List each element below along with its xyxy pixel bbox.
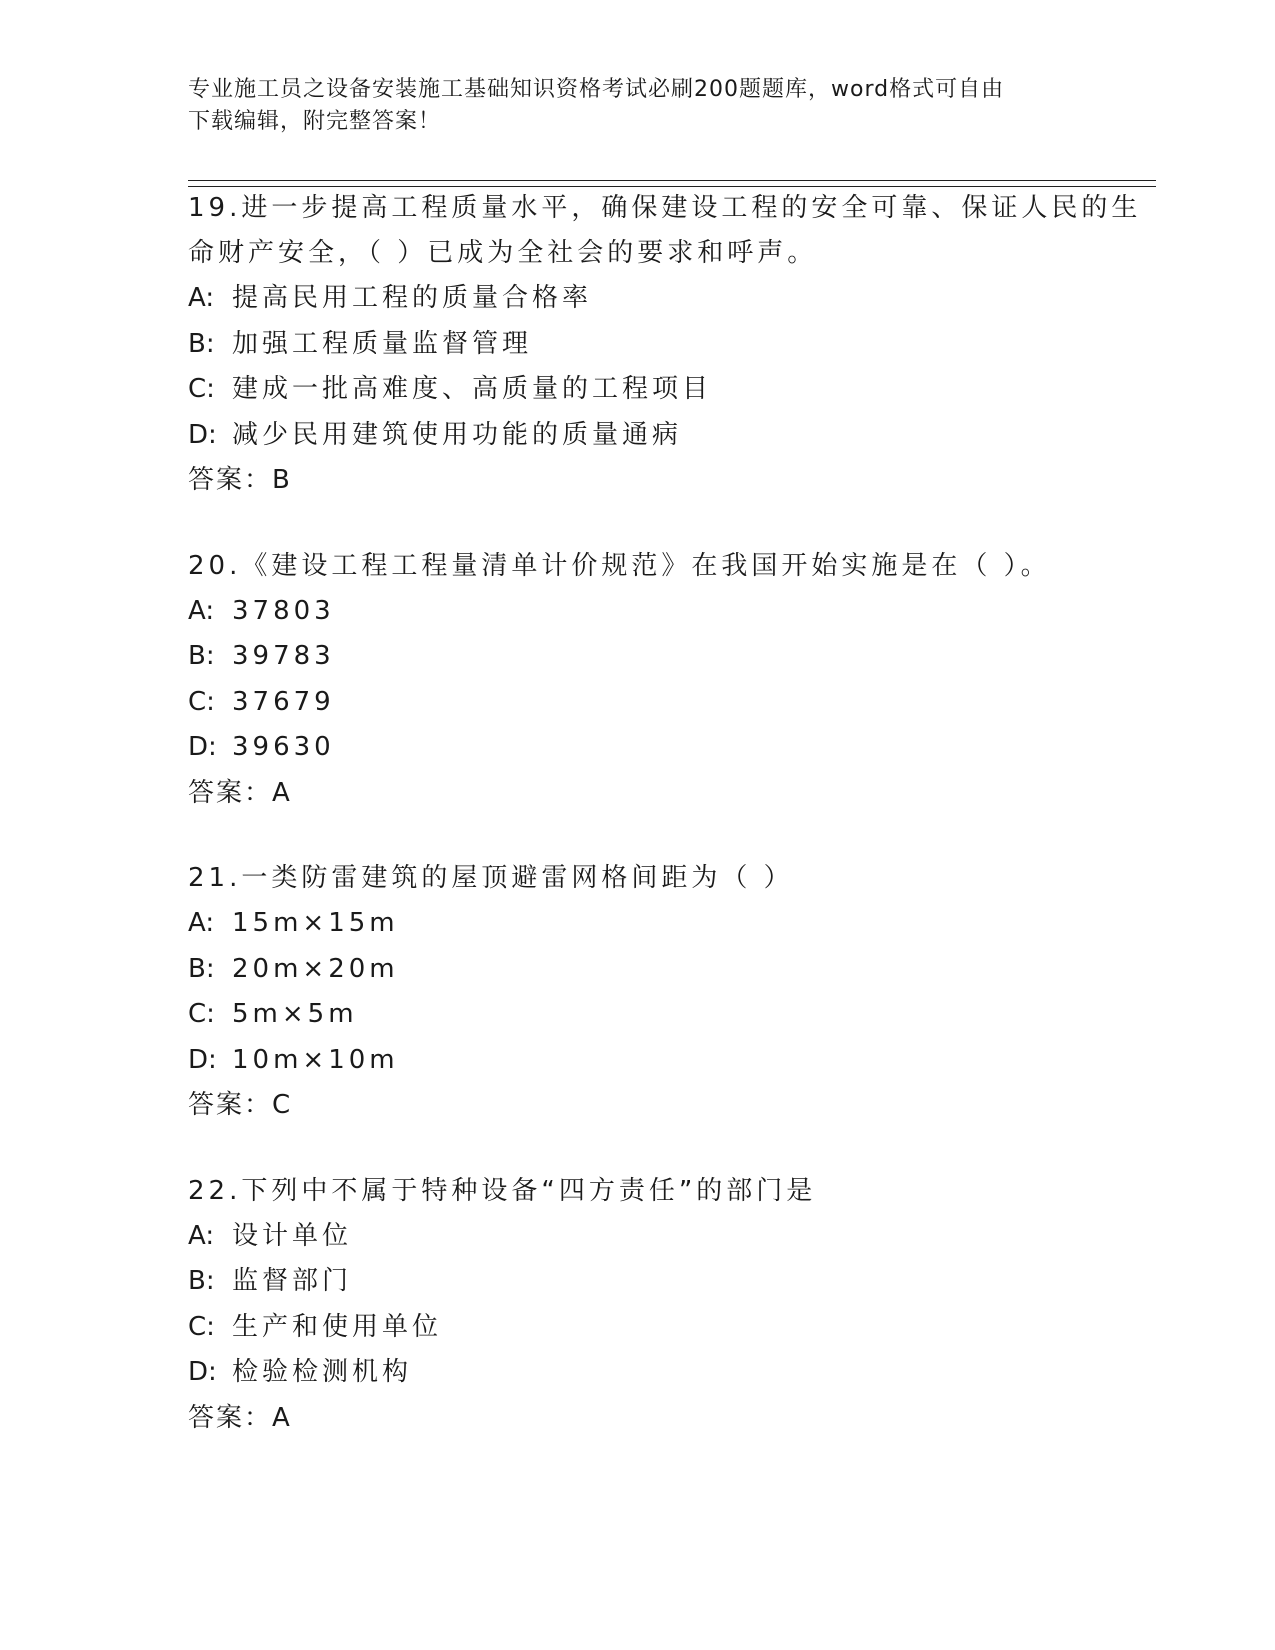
- question-list: [188, 186, 1158, 1481]
- answer-value: C: [272, 1090, 292, 1120]
- option-label: C:: [188, 1311, 215, 1342]
- option-label: A:: [188, 1220, 215, 1251]
- answer-label: 答案：: [188, 1402, 273, 1433]
- option-label: A:: [188, 908, 215, 938]
- answer-line: [188, 771, 1158, 817]
- option-a: [188, 276, 1158, 322]
- option-b: [188, 947, 1158, 993]
- document-header: [188, 74, 1088, 138]
- answer-line: [188, 1396, 1158, 1442]
- option-text: 设计单位: [232, 1220, 353, 1251]
- option-text: 10m×10m: [232, 1044, 399, 1075]
- option-c: [188, 1305, 1158, 1351]
- option-label: B:: [188, 641, 215, 671]
- header-line-1: 专业施工员之设备安装施工基础知识资格考试必刷200题题库，word格式可自由: [188, 77, 1005, 102]
- option-b: [188, 1259, 1158, 1305]
- answer-value: B: [272, 465, 291, 495]
- option-label: D:: [188, 1357, 217, 1387]
- answer-label: 答案：: [188, 1090, 273, 1120]
- answer-value: A: [272, 1402, 291, 1433]
- option-text: 39783: [232, 641, 335, 671]
- option-b: [188, 322, 1158, 368]
- option-text: 建成一批高难度、高质量的工程项目: [232, 374, 713, 404]
- option-label: D:: [188, 1044, 217, 1075]
- answer-label: 答案：: [188, 465, 273, 495]
- option-c: [188, 992, 1158, 1038]
- option-label: B:: [188, 1266, 215, 1296]
- option-text: 检验检测机构: [232, 1357, 413, 1387]
- question-text: 21.一类防雷建筑的屋顶避雷网格间距为（ ）: [188, 863, 794, 893]
- option-label: B:: [188, 953, 215, 984]
- option-label: B:: [188, 328, 215, 359]
- option-d: [188, 1350, 1158, 1396]
- option-a: [188, 901, 1158, 947]
- answer-label: 答案：: [188, 777, 273, 808]
- header-line-2: 下载编辑，附完整答案！: [188, 109, 442, 134]
- option-text: 减少民用建筑使用功能的质量通病: [232, 419, 683, 450]
- option-label: D:: [188, 419, 217, 450]
- option-label: C:: [188, 374, 215, 404]
- option-text: 37679: [232, 686, 335, 717]
- option-label: A:: [188, 595, 215, 626]
- option-b: [188, 634, 1158, 680]
- option-text: 20m×20m: [232, 953, 399, 984]
- option-text: 生产和使用单位: [232, 1311, 443, 1342]
- question-19: [188, 186, 1158, 504]
- question-20: [188, 544, 1158, 817]
- option-text: 监督部门: [232, 1266, 353, 1296]
- option-a: [188, 589, 1158, 635]
- option-label: A:: [188, 283, 215, 313]
- option-text: 提高民用工程的质量合格率: [232, 283, 593, 313]
- question-text: 20.《建设工程工程量清单计价规范》在我国开始实施是在（ ）。: [188, 550, 1051, 581]
- option-d: [188, 1038, 1158, 1084]
- option-text: 37803: [232, 595, 335, 626]
- option-label: C:: [188, 686, 215, 717]
- question-text: 19.进一步提高工程质量水平，确保建设工程的安全可靠、保证人民的生命财产安全，（ ）已成为全社会的要求和呼声。: [188, 193, 1142, 268]
- option-text: 39630: [232, 732, 335, 762]
- option-text: 加强工程质量监督管理: [232, 328, 533, 359]
- option-d: [188, 725, 1158, 771]
- option-label: C:: [188, 999, 215, 1029]
- question-21: [188, 856, 1158, 1129]
- option-d: [188, 413, 1158, 459]
- option-label: D:: [188, 732, 217, 762]
- answer-value: A: [272, 777, 291, 808]
- answer-line: [188, 458, 1158, 504]
- option-c: [188, 680, 1158, 726]
- option-c: [188, 367, 1158, 413]
- answer-line: [188, 1083, 1158, 1129]
- option-a: [188, 1214, 1158, 1260]
- option-text: 15m×15m: [232, 908, 399, 938]
- question-text: 22.下列中不属于特种设备“四方责任”的部门是: [188, 1175, 817, 1206]
- option-text: 5m×5m: [232, 999, 358, 1029]
- question-22: [188, 1169, 1158, 1442]
